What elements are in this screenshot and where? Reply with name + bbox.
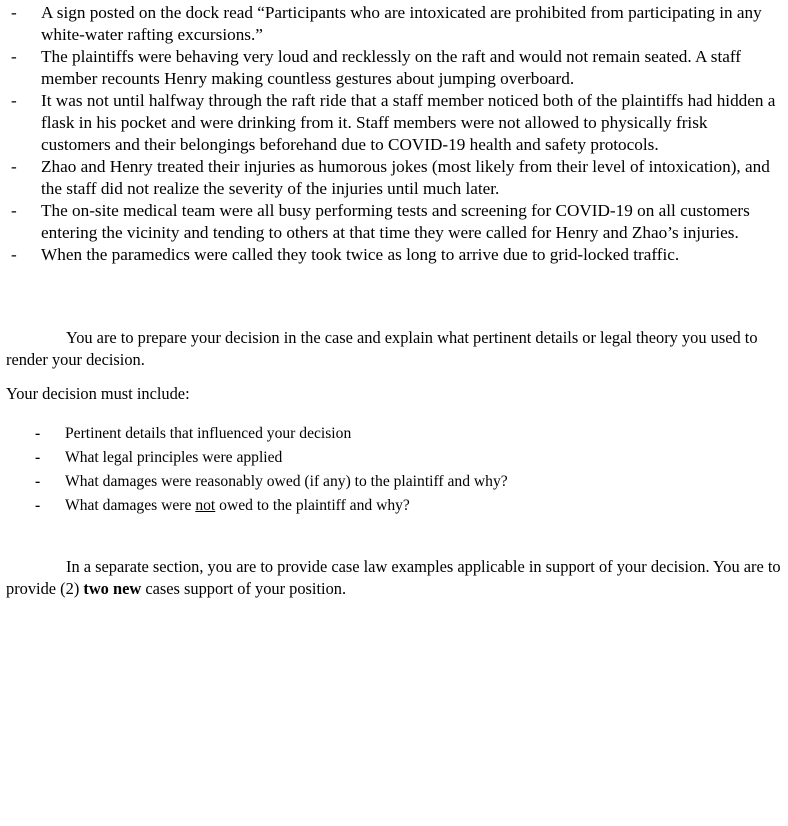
fact-text: The plaintiffs were behaving very loud and recklessly on the raft and would not remain seated. A staff member recounts Henry making countless gestures about jumping overboard. xyxy=(41,47,742,88)
case-law-text-start: In a separate section, you are to provide case law examples applicable in support of your decision. You are to provide (2) xyxy=(6,557,781,598)
fact-text: Zhao and Henry treated their injuries as humorous jokes (most likely from their level of intoxication), and the staff did not realize the severity of the injuries until much later. xyxy=(41,157,770,198)
bullet-dash: - xyxy=(35,473,41,490)
requirement-text: What legal principles were applied xyxy=(65,449,283,466)
fact-item-paramedics xyxy=(0,244,788,266)
fact-item-injuries xyxy=(0,156,788,200)
requirement-item xyxy=(0,446,788,470)
bold-emphasis: two new xyxy=(83,579,142,598)
case-facts-list xyxy=(0,2,788,266)
requirement-text: What damages were reasonably owed (if any) to the plaintiff and why? xyxy=(65,473,508,490)
bullet-dash: - xyxy=(11,47,17,66)
requirement-item xyxy=(0,494,788,518)
case-law-paragraph xyxy=(6,556,788,600)
bullet-dash: - xyxy=(35,497,41,514)
bullet-dash: - xyxy=(11,3,17,22)
requirement-item xyxy=(0,470,788,494)
decision-include-heading: Your decision must include: xyxy=(6,384,190,403)
fact-text: A sign posted on the dock read “Participants who are intoxicated are prohibited from participating in any white-water rafting excursions.” xyxy=(41,3,762,44)
prepare-text: You are to prepare your decision in the case and explain what pertinent details or legal theory you used to render your decision. xyxy=(6,328,758,369)
bullet-dash: - xyxy=(11,201,17,220)
requirement-item xyxy=(0,422,788,446)
bullet-dash: - xyxy=(11,157,17,176)
bullet-dash: - xyxy=(35,449,41,466)
bullet-dash: - xyxy=(11,91,17,110)
requirement-text-end: owed to the plaintiff and why? xyxy=(215,497,410,514)
fact-item-flask xyxy=(0,90,788,156)
requirement-text-start: What damages were xyxy=(65,497,196,514)
prepare-decision-paragraph xyxy=(6,327,788,371)
requirement-text: Pertinent details that influenced your decision xyxy=(65,425,352,442)
fact-text: It was not until halfway through the raft ride that a staff member noticed both of the plaintiffs had hidden a flask in his pocket and were drinking from it. Staff members were not allowed to physically frisk customers and their belongings beforehand due to COVID-19 health and safety protocols. xyxy=(41,91,776,154)
underlined-emphasis: not xyxy=(195,497,216,514)
case-law-text-end: cases support of your position. xyxy=(141,579,347,598)
fact-item-medical-team xyxy=(0,200,788,244)
fact-item-behavior xyxy=(0,46,788,90)
bullet-dash: - xyxy=(11,245,17,264)
fact-text: The on-site medical team were all busy performing tests and screening for COVID-19 on all customers entering the vicinity and tending to others at that time they were called for Henry and Zhao’s injuries. xyxy=(41,201,750,242)
bullet-dash: - xyxy=(35,425,41,442)
decision-requirements-list xyxy=(0,422,788,518)
fact-item-sign xyxy=(0,2,788,46)
fact-text: When the paramedics were called they took twice as long to arrive due to grid-locked traffic. xyxy=(41,245,680,264)
